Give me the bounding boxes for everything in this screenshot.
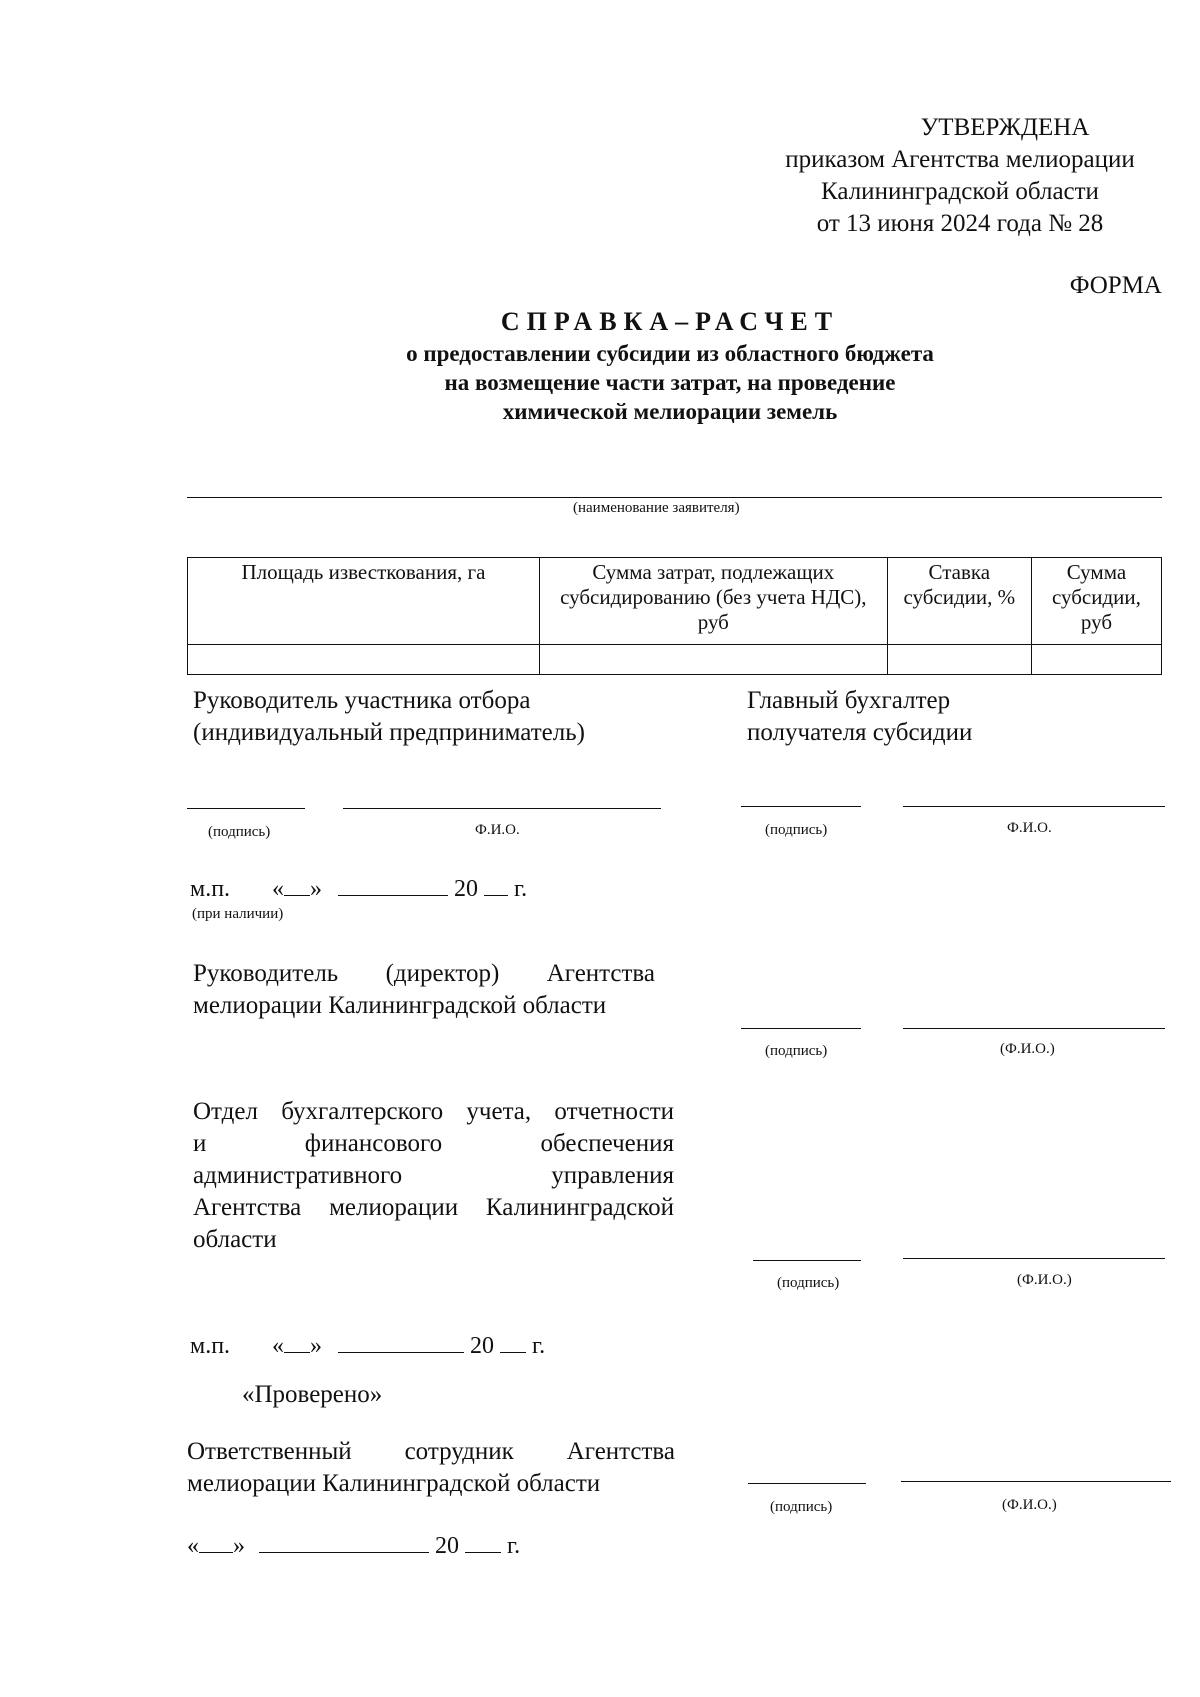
date-close-quote: » [310, 1333, 323, 1359]
head-left-line-1: Руководитель участника отбора [193, 687, 531, 714]
year-prefix: 20 [454, 876, 479, 902]
date-open-quote: « [187, 1533, 199, 1559]
head-left-signature-line[interactable] [187, 808, 305, 809]
responsible-line-2: мелиорации Калининградской области [187, 1470, 601, 1497]
accounting-name-line[interactable] [903, 1258, 1165, 1259]
head-right-sign-caption: (подпись) [765, 822, 828, 838]
responsible-title [187, 1436, 675, 1500]
year-blank[interactable] [465, 1532, 501, 1553]
header-cell-area: Площадь известкования, га [188, 558, 540, 645]
year-blank[interactable] [500, 1332, 526, 1353]
date-open-quote: « [272, 876, 285, 902]
month-blank[interactable] [338, 1332, 464, 1353]
head-right-line-2: получателя субсидии [747, 719, 973, 746]
accounting-line-1: Отдел бухгалтерского учета, отчетности [193, 1098, 674, 1125]
day-blank[interactable] [284, 1332, 310, 1353]
document-subtitle-1: о предоставлении субсидии из областного бюджета [406, 341, 934, 366]
applicant-name-line[interactable] [187, 497, 1162, 498]
year-suffix: г. [532, 1333, 546, 1359]
table-cell[interactable] [1031, 645, 1161, 675]
accounting-line-2: и финансового обеспечения [193, 1130, 674, 1157]
header-cell-subsidy: Сумма субсидии, руб [1031, 558, 1161, 645]
accounting-line-3: административного управления [193, 1162, 674, 1189]
director-name-line[interactable] [903, 1028, 1165, 1029]
day-blank[interactable] [284, 875, 310, 896]
stamp-date-line-1 [190, 875, 527, 903]
header-cell-costs: Сумма затрат, подлежащих субсидированию (без учета НДС), руб [539, 558, 887, 645]
head-right-title [747, 685, 972, 749]
month-blank[interactable] [338, 875, 448, 896]
head-right-name-caption: Ф.И.О. [1007, 820, 1052, 836]
approval-line-1: приказом Агентства мелиорации [785, 146, 1135, 173]
approval-block [740, 112, 1180, 240]
director-sign-caption: (подпись) [765, 1043, 828, 1059]
responsible-signature-line[interactable] [748, 1483, 866, 1484]
head-left-name-line[interactable] [343, 808, 661, 809]
table-header-row [188, 558, 1162, 645]
table-cell[interactable] [188, 645, 540, 675]
responsible-name-line[interactable] [901, 1481, 1171, 1482]
table-row [188, 645, 1162, 675]
approval-line-2: Калининградской области [821, 178, 1099, 205]
checked-label: «Проверено» [242, 1381, 383, 1408]
accounting-name-caption: (Ф.И.О.) [1017, 1272, 1072, 1288]
head-left-name-caption: Ф.И.О. [475, 822, 520, 838]
year-prefix: 20 [435, 1533, 459, 1559]
day-blank[interactable] [199, 1532, 233, 1553]
accounting-line-4: Агентства мелиорации Калининградской [193, 1194, 674, 1221]
year-suffix: г. [514, 876, 528, 902]
year-suffix: г. [507, 1533, 521, 1559]
document-subtitle-2: на возмещение части затрат, на проведение [444, 370, 896, 395]
responsible-line-1: Ответственный сотрудник Агентства [187, 1438, 675, 1465]
applicant-caption: (наименование заявителя) [573, 500, 740, 516]
accounting-title [193, 1096, 674, 1256]
document-title [200, 305, 1140, 426]
director-line-1: Руководитель (директор) Агентства [193, 960, 655, 987]
stamp-label: м.п. [190, 1333, 231, 1359]
date-close-quote: » [310, 876, 323, 902]
responsible-name-caption: (Ф.И.О.) [1002, 1497, 1057, 1513]
calculation-table [187, 557, 1162, 675]
head-left-sign-caption: (подпись) [208, 824, 271, 840]
accounting-signature-line[interactable] [753, 1260, 861, 1261]
date-close-quote: » [233, 1533, 245, 1559]
final-date-line [187, 1532, 520, 1560]
responsible-sign-caption: (подпись) [770, 1499, 833, 1515]
director-signature-line[interactable] [741, 1028, 861, 1029]
table-cell[interactable] [887, 645, 1031, 675]
approval-title: УТВЕРЖДЕНА [920, 114, 1090, 141]
stamp-label: м.п. [190, 876, 231, 902]
approval-line-3: от 13 июня 2024 года № 28 [816, 210, 1104, 237]
director-title [193, 958, 655, 1022]
document-subtitle-3: химической мелиорации земель [502, 399, 838, 424]
form-label: ФОРМА [1069, 272, 1162, 299]
accounting-sign-caption: (подпись) [777, 1275, 840, 1291]
year-blank[interactable] [484, 875, 508, 896]
accounting-line-5: области [193, 1226, 277, 1253]
head-right-name-line[interactable] [903, 806, 1165, 807]
document-heading: СПРАВКА–РАСЧЕТ [500, 307, 840, 336]
head-left-line-2: (индивидуальный предприниматель) [193, 719, 585, 746]
year-prefix: 20 [470, 1333, 495, 1359]
stamp-date-line-2 [190, 1332, 545, 1360]
head-left-title [193, 685, 585, 749]
date-open-quote: « [272, 1333, 285, 1359]
head-right-signature-line[interactable] [741, 806, 861, 807]
director-name-caption: (Ф.И.О.) [1000, 1041, 1055, 1057]
header-cell-rate: Ставка субсидии, % [887, 558, 1031, 645]
table-cell[interactable] [539, 645, 887, 675]
stamp-note: (при наличии) [192, 906, 284, 922]
month-blank[interactable] [259, 1532, 429, 1553]
head-right-line-1: Главный бухгалтер [747, 687, 951, 714]
director-line-2: мелиорации Калининградской области [193, 992, 607, 1019]
